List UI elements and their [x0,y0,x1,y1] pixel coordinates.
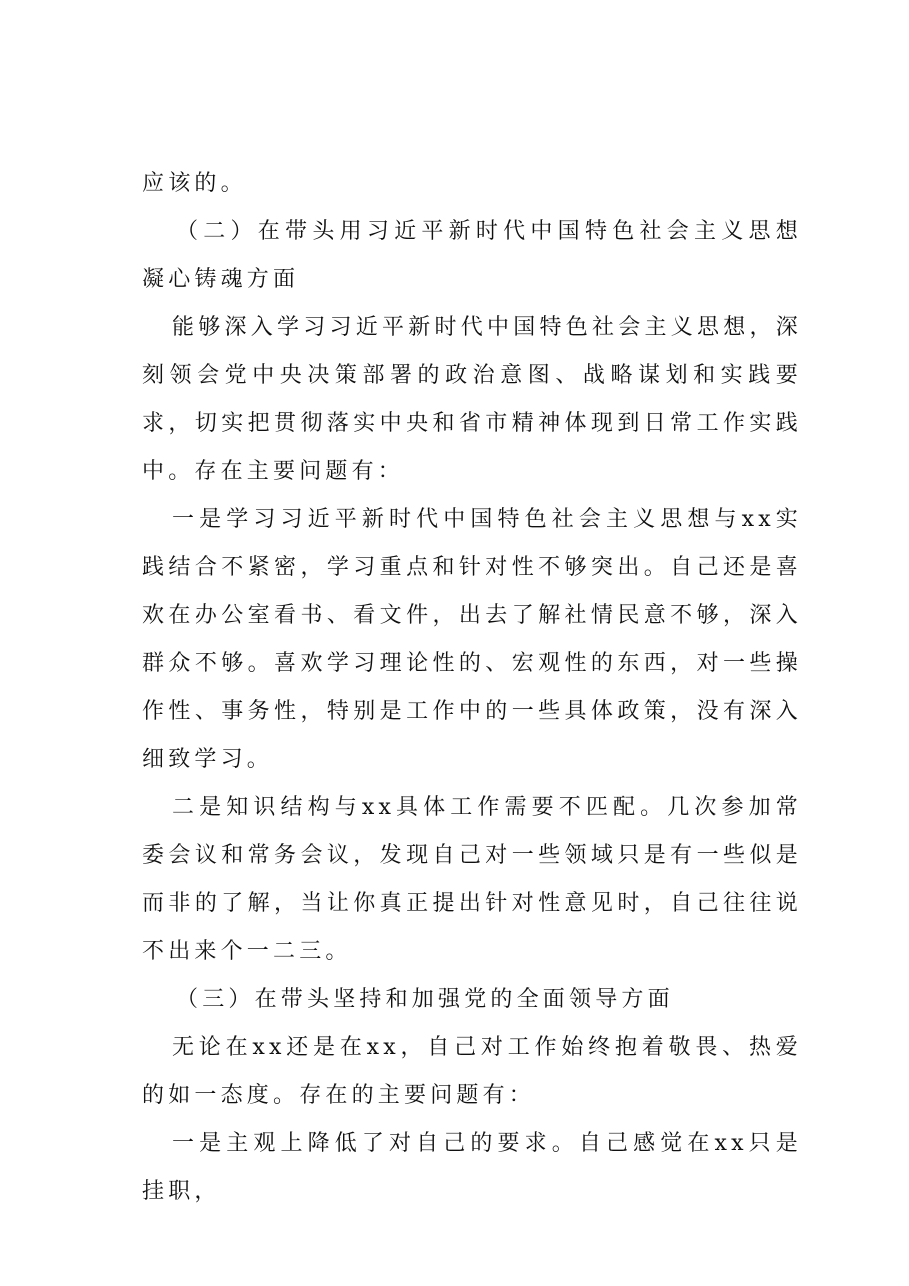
document-body [142,160,802,1216]
paragraph: 能够深入学习习近平新时代中国特色社会主义思想，深刻领会党中央决策部署的政治意图、战略谋划和实践要求，切实把贯彻落实中央和省市精神体现到日常工作实践中。存在主要问题有： [142,315,802,484]
paragraph: 无论在xx还是在xx，自己对工作始终抱着敬畏、热爱的如一态度。存在的主要问题有： [142,1035,802,1108]
section-heading-2: （二）在带头用习近平新时代中国特色社会主义思想凝心铸魂方面 [142,219,802,292]
section-heading-3: （三）在带头坚持和加强党的全面领导方面 [176,987,674,1012]
paragraph: 一是学习习近平新时代中国特色社会主义思想与xx实践结合不紧密，学习重点和针对性不够突出。自己还是喜欢在办公室看书、看文件，出去了解社情民意不够，深入群众不够。喜欢学习理论性的、宏观性的东西，对一些操作性、事务性，特别是工作中的一些具体政策，没有深入细致学习。 [142,507,802,772]
paragraph-continuation: 应该的。 [142,171,247,196]
paragraph: 二是知识结构与xx具体工作需要不匹配。几次参加常委会议和常务会议，发现自己对一些领域只是有一些似是而非的了解，当让你真正提出针对性意见时，自己往往说不出来个一二三。 [142,795,802,964]
paragraph: 一是主观上降低了对自己的要求。自己感觉在xx只是挂职， [142,1131,802,1204]
